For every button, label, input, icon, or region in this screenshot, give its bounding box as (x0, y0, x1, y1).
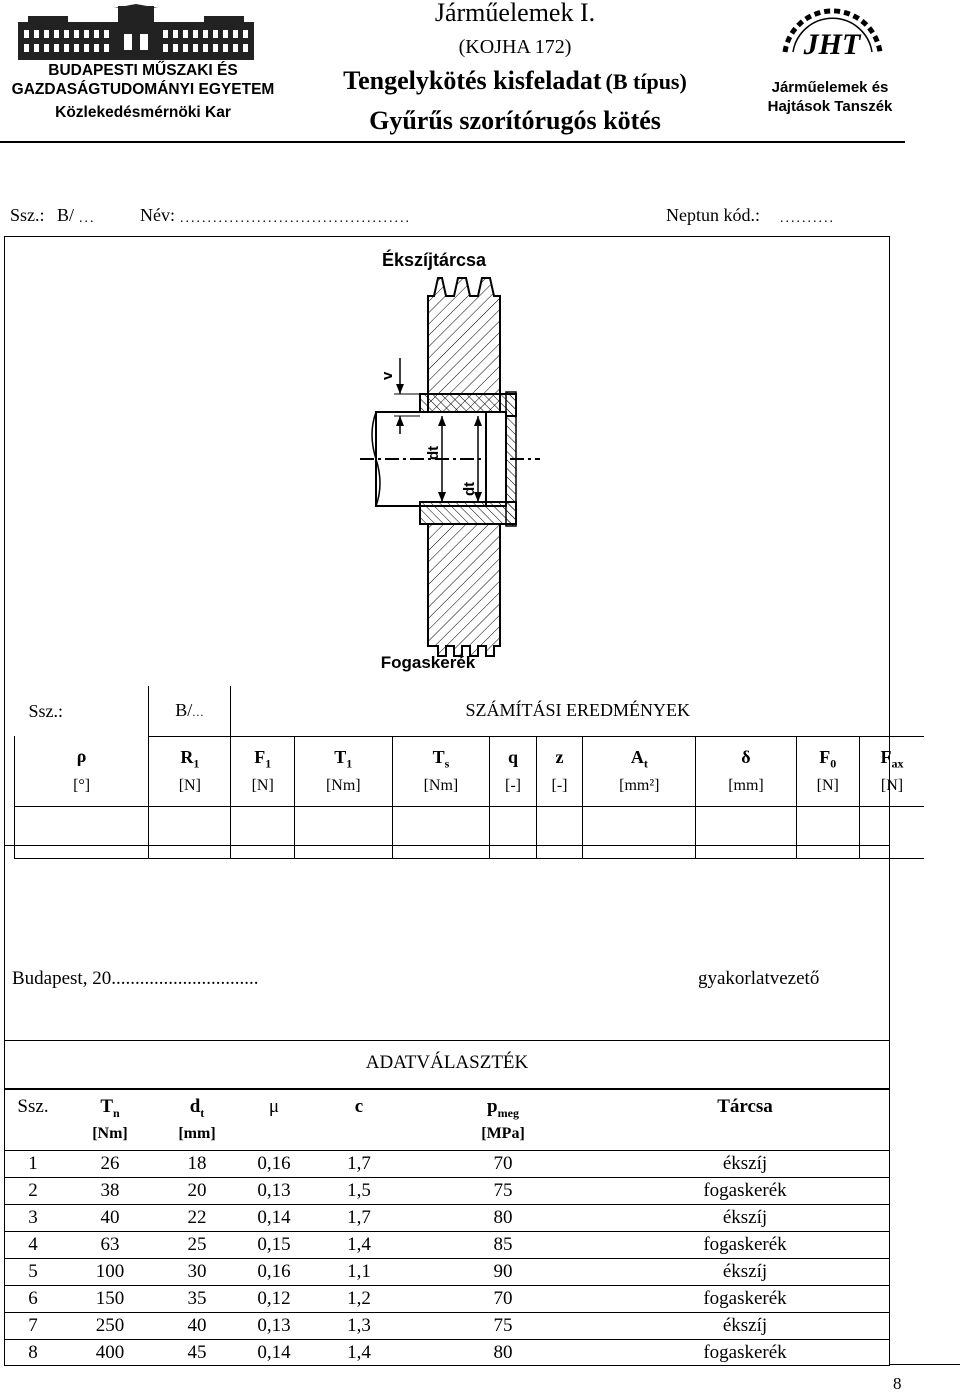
data-col-header: Tárcsa (717, 1096, 773, 1117)
course-code: (KOJHA 172) (458, 36, 572, 58)
data-row (4, 1151, 890, 1178)
results-table (14, 686, 924, 859)
data-cell: ékszíj (600, 1313, 890, 1340)
data-cell: 0,16 (236, 1259, 312, 1286)
data-cell: 70 (406, 1286, 600, 1313)
data-cell: 0,14 (236, 1205, 312, 1232)
data-cell: 250 (62, 1313, 158, 1340)
university-name-line-2: GAZDASÁGTUDOMÁNYI EGYETEM (11, 81, 275, 98)
results-col-header: z [-] (536, 736, 583, 806)
university-building-logo (18, 4, 254, 60)
results-header-row (15, 736, 925, 806)
data-cell: 5 (4, 1259, 62, 1286)
data-row (4, 1178, 890, 1205)
footer-rule (890, 1364, 960, 1365)
supervisor-label: gyakorlatvezető (698, 968, 820, 989)
data-cell: 1,4 (312, 1340, 406, 1367)
data-col-header: $p_{meg}$ [MPa] (481, 1096, 525, 1142)
data-cell: ékszíj (600, 1205, 890, 1232)
data-cell: 80 (406, 1340, 600, 1367)
results-col-header: ρ [°] (15, 736, 149, 806)
data-cell: ékszíj (600, 1259, 890, 1286)
neptun-field[interactable]: .......... (780, 211, 835, 226)
data-cell: 18 (158, 1151, 236, 1178)
results-col-header: δ [mm] (696, 736, 796, 806)
data-cell: 1,2 (312, 1286, 406, 1313)
data-cell: 1,7 (312, 1205, 406, 1232)
data-cell: 30 (158, 1259, 236, 1286)
data-cell: 1,1 (312, 1259, 406, 1286)
results-title: SZÁMÍTÁSI EREDMÉNYEK (231, 686, 924, 736)
name-label: Név: (140, 205, 175, 225)
data-header-row (4, 1094, 890, 1151)
data-table-title: ADATVÁLASZTÉK (365, 1052, 529, 1073)
svg-text:JHT: JHT (803, 28, 861, 61)
data-cell: 80 (406, 1205, 600, 1232)
signature-frame (4, 844, 890, 1040)
results-col-header: q [-] (490, 736, 537, 806)
data-col-header: μ (268, 1096, 280, 1117)
data-cell: 8 (4, 1340, 62, 1367)
data-col-header: $d_t$ [mm] (178, 1096, 216, 1142)
data-cell: 0,15 (236, 1232, 312, 1259)
results-col-header: $A_t$ [mm²] (583, 736, 696, 806)
department-line-1: Járműelemek és (771, 79, 889, 96)
jht-gear-logo (775, 4, 890, 64)
university-name-line-1: BUDAPESTI MŰSZAKI ÉS (48, 62, 238, 79)
data-cell: 35 (158, 1286, 236, 1313)
task-title: Tengelykötés kisfeladat (B típus) (343, 66, 687, 95)
ssz-prefix: B/ (57, 205, 75, 225)
dim-dt-label-2: dt (461, 481, 478, 496)
data-cell: 0,13 (236, 1178, 312, 1205)
data-cell: fogaskerék (600, 1232, 890, 1259)
data-cell: 4 (4, 1232, 62, 1259)
results-ssz-label: Ssz.: (28, 700, 64, 721)
ssz-field[interactable]: ... (79, 211, 96, 226)
results-col-header: $F_0$ [N] (796, 736, 860, 806)
data-row (4, 1205, 890, 1232)
faculty-name: Közlekedésmérnöki Kar (55, 104, 231, 121)
dim-dt-label-1: dt (425, 445, 442, 460)
course-title: Járműelemek I. (434, 0, 596, 27)
data-cell: 25 (158, 1232, 236, 1259)
data-cell: 1,3 (312, 1313, 406, 1340)
data-cell: 1,5 (312, 1178, 406, 1205)
data-table (4, 1094, 890, 1366)
data-cell: 0,14 (236, 1340, 312, 1367)
data-row (4, 1286, 890, 1313)
data-cell: 6 (4, 1286, 62, 1313)
data-cell: 38 (62, 1178, 158, 1205)
results-section (14, 686, 924, 859)
results-ssz-value: B/... (149, 686, 231, 736)
data-col-header: $T_n$ [Nm] (92, 1096, 128, 1142)
results-col-header: $R_1$ [N] (149, 736, 231, 806)
gear-label: Fogaskerék (380, 653, 476, 672)
shaft-coupling-drawing (350, 244, 550, 676)
data-cell: 7 (4, 1313, 62, 1340)
data-cell: 20 (158, 1178, 236, 1205)
task-subtitle: Gyűrűs szorítórugós kötés (369, 106, 661, 135)
results-col-header: $F_{ax}$ [N] (860, 736, 924, 806)
data-cell: 70 (406, 1151, 600, 1178)
results-col-header: $T_s$ [Nm] (392, 736, 490, 806)
ssz-label: Ssz.: (10, 205, 45, 225)
data-col-header: c (354, 1096, 364, 1117)
data-row (4, 1232, 890, 1259)
results-col-header: $T_1$ [Nm] (294, 736, 392, 806)
page-number: 8 (893, 1374, 902, 1393)
data-cell: 100 (62, 1259, 158, 1286)
results-col-header: $F_1$ [N] (231, 736, 295, 806)
neptun-label: Neptun kód.: (666, 205, 760, 225)
name-field[interactable]: .......................................... (180, 211, 411, 226)
dim-v-label: v (379, 371, 396, 380)
department-line-2: Hajtások Tanszék (767, 98, 893, 115)
data-cell: 0,12 (236, 1286, 312, 1313)
data-cell: 40 (62, 1205, 158, 1232)
data-cell: 40 (158, 1313, 236, 1340)
data-cell: 400 (62, 1340, 158, 1367)
data-row (4, 1313, 890, 1340)
data-cell: 75 (406, 1178, 600, 1205)
data-cell: 26 (62, 1151, 158, 1178)
data-cell: 1,7 (312, 1151, 406, 1178)
data-cell: 45 (158, 1340, 236, 1367)
data-cell: 2 (4, 1178, 62, 1205)
header-divider (0, 141, 905, 143)
data-cell: 75 (406, 1313, 600, 1340)
data-cell: 0,13 (236, 1313, 312, 1340)
data-cell: 150 (62, 1286, 158, 1313)
data-col-header: Ssz. (17, 1096, 49, 1117)
data-cell: fogaskerék (600, 1178, 890, 1205)
data-cell: 90 (406, 1259, 600, 1286)
data-cell: 85 (406, 1232, 600, 1259)
data-cell: 63 (62, 1232, 158, 1259)
data-cell: 3 (4, 1205, 62, 1232)
data-row (4, 1340, 890, 1367)
data-cell: fogaskerék (600, 1286, 890, 1313)
data-cell: fogaskerék (600, 1340, 890, 1367)
data-cell: 0,16 (236, 1151, 312, 1178)
data-cell: 22 (158, 1205, 236, 1232)
data-cell: 1,4 (312, 1232, 406, 1259)
data-row (4, 1259, 890, 1286)
pulley-label: Ékszíjtárcsa (381, 250, 487, 270)
data-title-divider (4, 1088, 890, 1090)
data-cell: ékszíj (600, 1151, 890, 1178)
data-cell: 1 (4, 1151, 62, 1178)
place-date[interactable]: Budapest, 20............................... (12, 968, 259, 989)
